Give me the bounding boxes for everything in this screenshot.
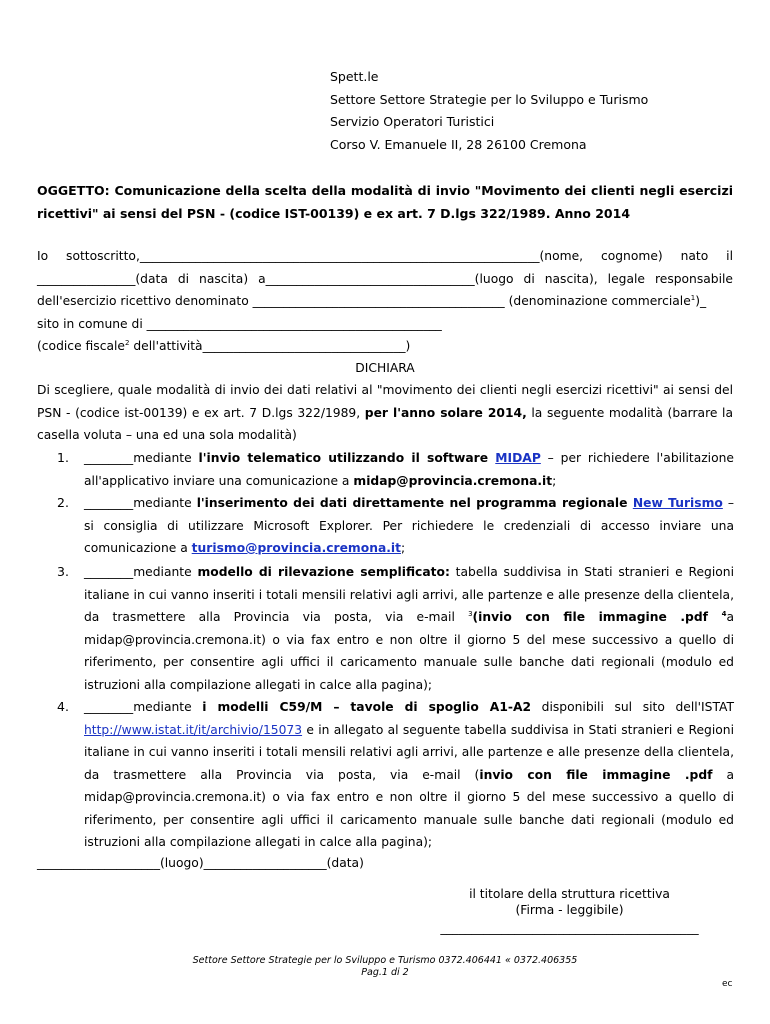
item-1-email: midap@provincia.cremona.it xyxy=(353,473,553,488)
form-line-birth: ________________(data di nascita) a__________________________________(luogo di nascita), legale responsabile xyxy=(37,272,733,286)
place-date-line: ____________________(luogo)____________________(data) xyxy=(37,856,364,870)
item-1-number: 1. xyxy=(57,450,69,465)
form-activity-text: dell'attività_________________________________) xyxy=(129,339,411,353)
item-4-option: i modelli C59/M – tavole di spoglio A1-A2 xyxy=(202,700,532,714)
form-line-taxcode xyxy=(37,335,410,358)
item-2-number: 2. xyxy=(57,495,69,510)
item-4-number: 4. xyxy=(57,699,69,714)
signature-block xyxy=(432,886,707,936)
page-number: Pag.1 di 2 xyxy=(361,967,409,978)
signature-line: __________________________________________ xyxy=(440,921,699,935)
item-1-option: l'invio telematico utilizzando il software xyxy=(198,451,496,465)
recipient-office: Settore Settore Strategie per lo Sviluppo e Turismo xyxy=(330,92,649,107)
intro-tail: la seguente modalità (barrare la casella voluta – una ed una sola modalità) xyxy=(37,405,734,442)
item-2-end: ; xyxy=(401,541,406,555)
item-4-site: disponibili sul sito dell'ISTAT xyxy=(531,700,734,714)
footnote-ref-3: 3 xyxy=(468,609,473,618)
declare-heading: DICHIARA xyxy=(355,361,415,375)
footnote-ref-2: 2 xyxy=(124,338,130,347)
new-turismo-link[interactable]: New Turismo xyxy=(632,496,723,510)
item-2-desc: – si consiglia di utilizzare Microsoft Explorer. Per richiedere le credenziali di accesso inviare una comunicazione a xyxy=(84,496,734,555)
footnote-ref-4: 4 xyxy=(721,609,727,618)
intro-paragraph xyxy=(37,379,733,447)
item-3-number: 3. xyxy=(57,564,69,579)
midap-link[interactable]: MIDAP xyxy=(495,451,541,465)
corner-mark: ec xyxy=(722,979,733,989)
item-4-pdf-note: invio con file immagine .pdf xyxy=(479,767,713,782)
recipient-service: Servizio Operatori Turistici xyxy=(330,114,495,129)
intro-year: per l'anno solare 2014, xyxy=(364,405,527,420)
form-line-name: Io sottoscritto,_________________________________________________________________(nome, cognome) nato il xyxy=(37,249,733,263)
item-3-tail: a midap@provincia.cremona.it) o via fax entro e non oltre il giorno 5 del mese successivo a quello di riferimento, per consentire agli uffici il caricamento manuale sulle banche dati regionali (modulo ed istruzioni alla compilazione allegati in calce alla pagina); xyxy=(84,610,734,692)
intro-text: Di scegliere, quale modalità di invio dei dati relativi al "movimento dei clienti negli esercizi ricettivi" ai sensi del PSN - (codice ist-00139) e ex art. 7 D.lgs 322/1989, xyxy=(37,383,733,420)
turismo-email-link[interactable]: turismo@provincia.cremona.it xyxy=(191,541,402,555)
item-4-desc: e in allegato al seguente tabella suddivisa in Stati stranieri e Regioni italiane in cui vanno inseriti i totali mensili relativi agli arrivi, alle partenze e alle presenze della clientela, da trasmettere alla Provincia via posta, via e-mail ( xyxy=(84,722,734,782)
item-3-text xyxy=(84,561,734,696)
item-4-tail: a midap@provincia.cremona.it) o via fax entro e non oltre il giorno 5 del mese successivo a quello di riferimento, per consentire agli uffici il caricamento manuale sulle banche dati regionali (modulo ed istruzioni alla compilazione allegati in calce alla pagina); xyxy=(84,767,734,849)
item-1-text xyxy=(84,447,734,492)
recipient-label: Spett.le xyxy=(330,69,379,84)
form-line-municipality: sito in comune di ________________________________________________ xyxy=(37,317,442,331)
item-2-option: l'inserimento dei dati direttamente nel programma regionale xyxy=(196,496,633,510)
recipient-address: Corso V. Emanuele II, 28 26100 Cremona xyxy=(330,137,587,152)
form-taxcode-text: (codice fiscale xyxy=(37,339,125,353)
item-3-option: modello di rilevazione semplificato: xyxy=(197,565,450,579)
footnote-ref-1: 1 xyxy=(690,293,696,302)
item-2-blank: ________mediante xyxy=(84,496,197,510)
item-1-blank: ________mediante xyxy=(84,451,199,465)
item-4-text xyxy=(84,696,734,854)
item-3-pdf-note: (invio con file immagine .pdf xyxy=(472,610,722,624)
form-business-text: dell'esercizio ricettivo denominato _________________________________________ (denominazione commerciale xyxy=(37,294,691,308)
item-2-text xyxy=(84,492,734,560)
subject-heading: OGGETTO: Comunicazione della scelta della modalità di invio "Movimento dei clienti negli esercizi ricettivi" ai sensi del PSN - (codice IST-00139) e ex art. 7 D.lgs 322/1989. Anno 2014 xyxy=(37,183,733,221)
item-3-desc: tabella suddivisa in Stati stranieri e Regioni italiane in cui vanno inseriti i totali mensili relativi agli arrivi, alle partenze e alle presenze della clientela, da trasmettere alla Provincia via posta, via e-mail xyxy=(84,565,735,624)
item-1-end: ; xyxy=(552,473,557,488)
istat-link[interactable]: http://www.istat.it/it/archivio/15073 xyxy=(84,722,303,737)
signature-hint: (Firma - leggibile) xyxy=(515,903,624,917)
form-line-business xyxy=(37,290,737,313)
signature-title: il titolare della struttura ricettiva xyxy=(469,887,670,901)
item-3-blank: ________mediante xyxy=(84,565,198,579)
form-business-end: )_ xyxy=(695,294,707,308)
item-1-desc: – per richiedere l'abilitazione all'applicativo inviare una comunicazione a xyxy=(84,451,734,488)
footer-contacts: Settore Settore Strategie per lo Sviluppo e Turismo 0372.406441 « 0372.406355 xyxy=(192,955,578,966)
item-4-blank: ________mediante xyxy=(84,700,203,714)
